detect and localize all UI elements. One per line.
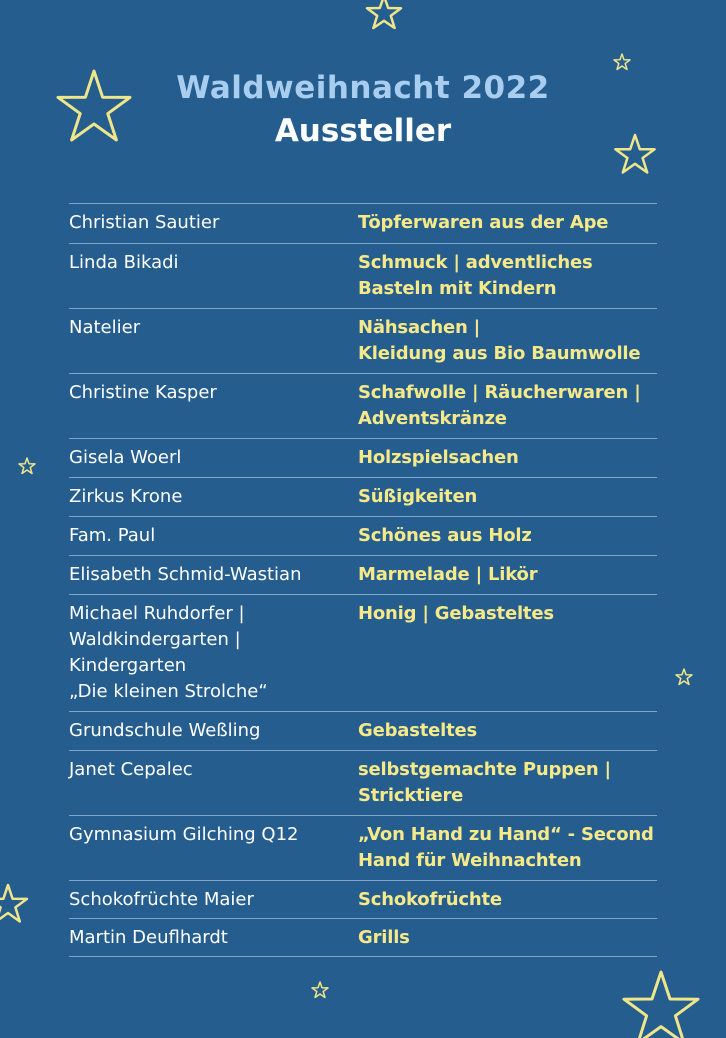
exhibitor-name: Linda Bikadi <box>69 252 179 273</box>
exhibitor-products: Schafwolle | Räucherwaren | Adventskränze <box>358 382 641 429</box>
exhibitor-products: Süßigkeiten <box>358 486 478 507</box>
exhibitor-products: Grills <box>358 927 410 948</box>
page-subtitle: Aussteller <box>274 113 452 149</box>
exhibitor-products: Honig | Gebasteltes <box>358 603 554 624</box>
exhibitor-name: Janet Cepalec <box>69 759 193 780</box>
exhibitor-products: Marmelade | Likör <box>358 564 538 585</box>
exhibitor-name: Christian Sautier <box>69 212 220 233</box>
exhibitor-products: Schmuck | adventliches Basteln mit Kindern <box>358 252 593 299</box>
star-icon <box>52 68 136 148</box>
exhibitor-name: Fam. Paul <box>69 525 156 546</box>
star-icon <box>674 667 694 687</box>
table-row <box>69 919 657 957</box>
table-row <box>69 816 657 881</box>
exhibitor-products: Töpferwaren aus der Ape <box>358 212 609 233</box>
table-row <box>69 751 657 816</box>
table-row <box>69 517 657 556</box>
star-icon <box>17 456 37 476</box>
exhibitor-products: Holzspielsachen <box>358 447 519 468</box>
star-icon <box>310 980 330 1000</box>
exhibitor-name: Gisela Woerl <box>69 447 182 468</box>
page-title: Waldweihnacht 2022 <box>176 70 550 106</box>
table-row <box>69 712 657 751</box>
star-icon <box>612 132 658 176</box>
exhibitor-products: Schokofrüchte <box>358 889 502 910</box>
exhibitor-products: Nähsachen | Kleidung aus Bio Baumwolle <box>358 317 641 364</box>
exhibitor-products: selbstgemachte Puppen | Stricktiere <box>358 759 611 806</box>
exhibitor-products: Gebasteltes <box>358 720 478 741</box>
exhibitor-name: Zirkus Krone <box>69 486 183 507</box>
star-icon <box>612 52 632 72</box>
exhibitor-name: Martin Deuflhardt <box>69 927 228 948</box>
exhibitor-name: Grundschule Weßling <box>69 720 261 741</box>
table-row <box>69 439 657 478</box>
table-row <box>69 309 657 374</box>
exhibitor-products: Schönes aus Holz <box>358 525 532 546</box>
exhibitor-name: Michael Ruhdorfer | Waldkindergarten | Kindergarten „Die kleinen Strolche“ <box>69 603 268 702</box>
table-row <box>69 595 657 712</box>
table-row <box>69 478 657 517</box>
exhibitor-products: „Von Hand zu Hand“ - Second Hand für Weihnachten <box>358 824 654 871</box>
exhibitor-name: Schokofrüchte Maier <box>69 889 254 910</box>
exhibitor-name: Gymnasium Gilching Q12 <box>69 824 299 845</box>
table-row <box>69 881 657 919</box>
exhibitor-name: Christine Kasper <box>69 382 217 403</box>
table-row <box>69 204 657 244</box>
table-row <box>69 244 657 309</box>
exhibitor-name: Elisabeth Schmid-Wastian <box>69 564 302 585</box>
table-row <box>69 556 657 595</box>
exhibitor-table <box>69 203 657 957</box>
star-icon <box>617 968 705 1038</box>
exhibitor-name: Natelier <box>69 317 141 338</box>
star-icon <box>0 882 30 926</box>
star-icon <box>362 0 406 30</box>
table-row <box>69 374 657 439</box>
